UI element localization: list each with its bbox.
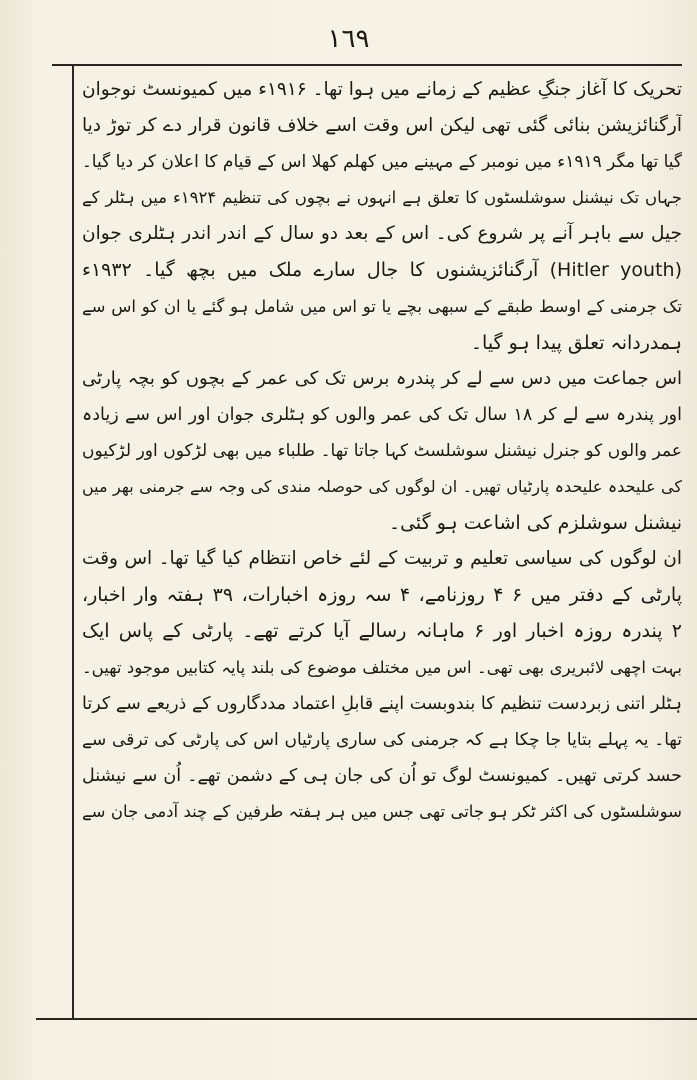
text-line: ہمدردانہ تعلق پیدا ہو گیا۔ xyxy=(470,331,682,354)
page-number: ١٦٩ xyxy=(327,24,370,54)
bottom-rule xyxy=(36,1018,697,1020)
text-line: گیا تھا مگر ۱۹۱۹ء میں نومبر کے مہینے میں کھلم کھلا اس کے قیام کا اعلان کر دیا گیا۔ xyxy=(82,152,682,173)
text-line: جہاں تک نیشنل سوشلسٹوں کا تعلق ہے انہوں نے بچوں کی تنظیم ۱۹۲۴ء میں ہٹلر کے xyxy=(82,188,682,208)
text-line: کی علیحدہ علیحدہ پارٹیاں تھیں۔ ان لوگوں کی حوصلہ مندی کی وجہ سے جرمنی بھر میں xyxy=(82,477,682,497)
text-line: بہت اچھی لائبریری بھی تھی۔ اس میں مختلف موضوع کی بلند پایہ کتابیں موجود تھیں۔ xyxy=(82,657,682,677)
text-line: پارٹی کے دفتر میں ۶ ۴ روزنامے، ۴ سہ روزہ اخبارات، ۳۹ ہفتہ وار اخبار، xyxy=(82,584,682,607)
text-line: ہٹلر اتنی زبردست تنظیم کا بندوبست اپنے قابلِ اعتماد مددگاروں کے ذریعے سے کرتا xyxy=(82,693,682,714)
text-line: تحریک کا آغاز جنگِ عظیم کے زمانے میں ہوا تھا۔ ۱۹۱۶ء میں کمیونسٹ نوجوان xyxy=(82,79,682,100)
text-line: (Hitler youth) آرگنائزیشنوں کا جال سارے ملک میں بچھ گیا۔ ۱۹۳۲ء xyxy=(82,259,682,282)
text-line: آرگنائزیشن بنائی گئی تھی لیکن اس وقت اسے خلاف قانون قرار دے کر توڑ دیا xyxy=(82,115,682,137)
text-line: اس جماعت میں دس سے لے کر پندرہ برس تک کی عمر کے بچوں کو بچہ پارٹی xyxy=(82,367,682,389)
text-line: نیشنل سوشلزم کی اشاعت ہو گئی۔ xyxy=(388,512,682,535)
text-line: ۲ پندرہ روزہ اخبار اور ۶ ماہانہ رسالے آیا کرتے تھے۔ پارٹی کے پاس ایک xyxy=(82,620,682,643)
text-line: تھا۔ یہ پہلے بتایا جا چکا ہے کہ جرمنی کی ساری پارٹیاں اس کی پارٹی کی ترقی سے xyxy=(82,729,682,750)
text-line: سوشلسٹوں کی اکثر ٹکر ہو جاتی تھی جس میں ہر ہفتہ طرفین کے چند آدمی جان سے xyxy=(82,801,682,821)
text-line: عمر والوں کو جنرل نیشنل سوشلسٹ کہا جاتا تھا۔ طلباء میں بھی لڑکوں اور لڑکیوں xyxy=(82,440,682,461)
text-line: حسد کرتی تھیں۔ کمیونسٹ لوگ تو اُن کی جان ہی کے دشمن تھے۔ اُن سے نیشنل xyxy=(82,765,682,786)
left-margin-rule xyxy=(72,64,74,1018)
text-line: ان لوگوں کی سیاسی تعلیم و تربیت کے لئے خاص انتظام کیا گیا تھا۔ اس وقت xyxy=(82,548,682,570)
top-rule xyxy=(52,64,682,66)
text-line: تک جرمنی کے اوسط طبقے کے سبھی بچے یا تو اس میں شامل ہو گئے یا ان کو اس سے xyxy=(82,296,682,316)
text-line: اور پندرہ سے لے کر ۱۸ سال تک کی عمر والوں کو ہٹلری جوان اور اس سے زیادہ xyxy=(82,404,682,425)
body-text xyxy=(82,72,682,1012)
text-line: جیل سے باہر آنے پر شروع کی۔ اس کے بعد دو سال کے اندر اندر ہٹلری جوان xyxy=(82,223,682,245)
